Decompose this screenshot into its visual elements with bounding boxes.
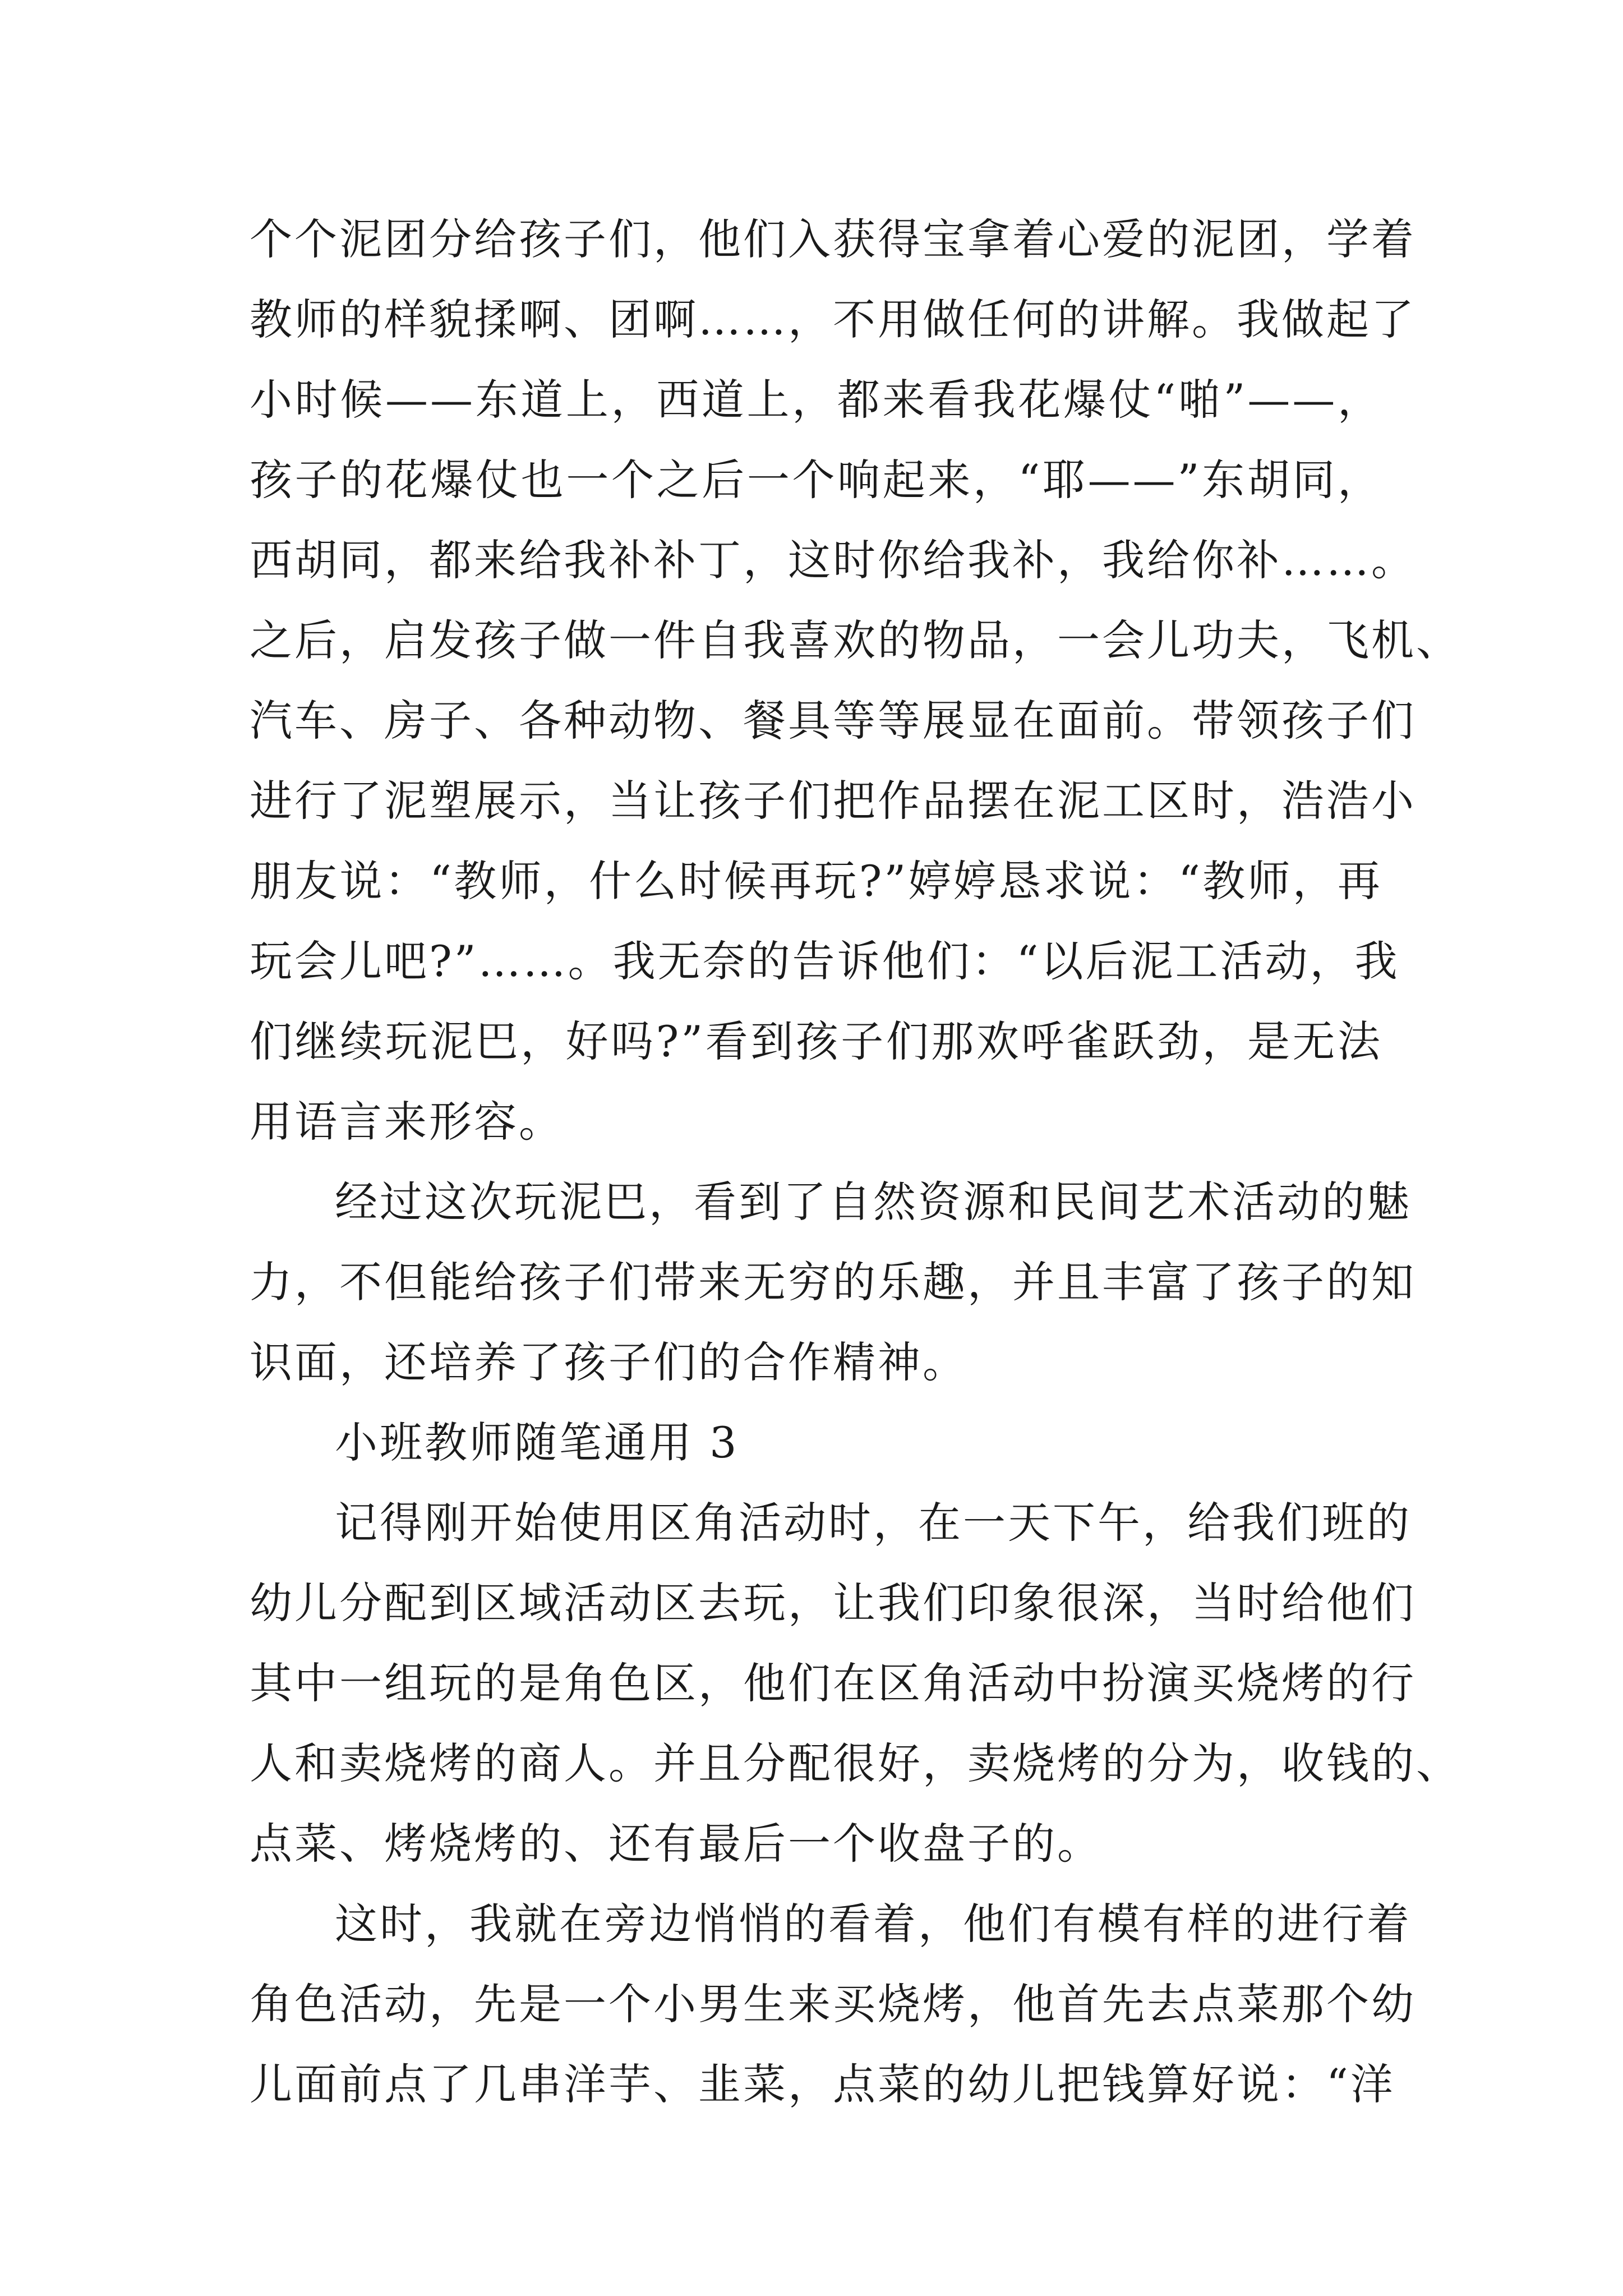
text-line: 之后，启发孩子做一件自我喜欢的物品，一会儿功夫，飞机、 (250, 615, 1461, 665)
text-line: 点菜、烤烧烤的、还有最后一个收盘子的。 (250, 1819, 1102, 1869)
document-body (250, 199, 1461, 2124)
text-line: 人和卖烧烤的商人。并且分配很好，卖烧烤的分为，收钱的、 (250, 1738, 1461, 1788)
text-line: 们继续玩泥巴，好吗?”看到孩子们那欢呼雀跃劲，是无法 (250, 1016, 1382, 1066)
paragraph (250, 199, 1461, 1162)
text-line: 幼儿分配到区域活动区去玩，让我们印象很深，当时给他们 (250, 1578, 1416, 1628)
text-line: 朋友说：“教师，什么时候再玩?”婷婷恳求说：“教师，再 (250, 856, 1382, 906)
text-line: 这时，我就在旁边悄悄的看着，他们有模有样的进行着 (335, 1899, 1412, 1949)
text-line: 进行了泥塑展示，当让孩子们把作品摆在泥工区时，浩浩小 (250, 776, 1416, 826)
text-line: 个个泥团分给孩子们，他们入获得宝拿着心爱的泥团，学着 (250, 214, 1416, 264)
text-line: 玩会儿吧?”……。我无奈的告诉他们：“以后泥工活动，我 (250, 936, 1400, 986)
text-line: 用语言来形容。 (250, 1097, 564, 1147)
section-heading: 小班教师随笔通用 3 (335, 1418, 739, 1467)
paragraph (250, 1483, 1461, 1884)
text-line: 西胡同，都来给我补补丁，这时你给我补，我给你补……。 (250, 535, 1416, 585)
text-line: 经过这次玩泥巴，看到了自然资源和民间艺术活动的魅 (335, 1177, 1412, 1227)
text-line: 记得刚开始使用区角活动时，在一天下午，给我们班的 (335, 1498, 1412, 1548)
text-line: 力，不但能给孩子们带来无穷的乐趣，并且丰富了孩子的知 (250, 1257, 1416, 1307)
text-line: 孩子的花爆仗也一个之后一个响起来，“耶——”东胡同， (250, 455, 1382, 505)
text-line: 小时候——东道上，西道上，都来看我花爆仗“啪”——， (250, 375, 1382, 425)
text-line: 教师的样貌揉啊、团啊……，不用做任何的讲解。我做起了 (250, 295, 1416, 344)
text-line: 识面，还培养了孩子们的合作精神。 (250, 1337, 967, 1387)
text-line: 其中一组玩的是角色区，他们在区角活动中扮演买烧烤的行 (250, 1658, 1416, 1708)
paragraph (250, 1162, 1416, 1402)
text-line: 角色活动，先是一个小男生来买烧烤，他首先去点菜那个幼 (250, 1979, 1416, 2029)
text-line: 汽车、房子、各种动物、餐具等等展显在面前。带领孩子们 (250, 696, 1416, 746)
text-line: 儿面前点了几串洋芋、韭菜，点菜的幼儿把钱算好说：“洋 (250, 2059, 1395, 2109)
paragraph (250, 1884, 1416, 2124)
